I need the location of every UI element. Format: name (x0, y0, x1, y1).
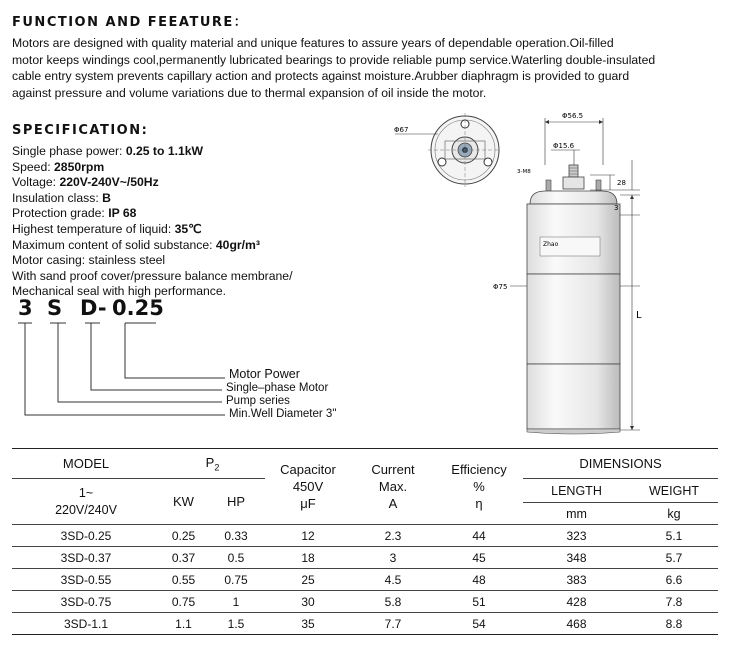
model-code-phase: D- (80, 296, 107, 320)
header-mm: mm (566, 506, 587, 521)
legend-single-phase: Single–phase Motor (226, 382, 329, 394)
header-voltage: 1~ 220V/240V (12, 479, 160, 525)
function-line: cable entry system prevents capillary action and protects against moisture.Arubber diaphragm is provided to guard (12, 69, 630, 84)
legend-well-diameter: Min.Well Diameter 3" (229, 408, 337, 420)
spec-item-protection: Protection grade: IP 68 (12, 206, 137, 221)
spec-item-temperature: Highest temperature of liquid: 35℃ (12, 221, 202, 236)
spec-item-speed: Speed: 2850rpm (12, 159, 105, 174)
model-code-series: S (47, 296, 63, 320)
spec-item-insulation: Insulation class: B (12, 190, 111, 205)
motor-spec-table (12, 448, 718, 635)
function-line: against pressure and volume variations due to thermal expansion of oil inside the motor. (12, 85, 487, 100)
motor-top-view (395, 113, 500, 187)
table-row: 3SD-0.75 0.75 1 30 5.8 51 428 7.8 (12, 591, 718, 613)
table-row: 3SD-0.25 0.25 0.33 12 2.3 44 323 5.1 (12, 525, 718, 547)
function-heading: FUNCTION AND FEEATURE： (12, 15, 249, 30)
dim-bolt-size: 3-M8 (517, 169, 531, 175)
header-length: LENGTH (523, 479, 630, 503)
spec-item-casing: Motor casing: stainless steel (12, 253, 166, 268)
legend-motor-power: Motor Power (229, 367, 300, 381)
dim-length: L (636, 310, 642, 321)
function-line: motor keeps windings cool,permanently lubricated bearings to provide reliable pump service.Waterling double-insulated (12, 52, 656, 67)
header-kw: KW (160, 479, 207, 525)
dim-top-diameter: Φ67 (394, 126, 409, 134)
model-code-diameter: 3 (18, 296, 33, 320)
dim-head-height: 28 (617, 179, 626, 187)
model-code-power: 0.25 (112, 296, 164, 320)
function-line: Motors are designed with quality material and unique features to assure years of dependable operation.Oil-filled (12, 36, 614, 50)
header-hp: HP (207, 479, 265, 525)
legend-pump-series: Pump series (226, 395, 290, 407)
dim-body-diameter: Φ56.5 (562, 112, 584, 120)
header-kg: kg (667, 506, 681, 521)
specification-heading: SPECIFICATION: (12, 123, 149, 138)
table-row: 3SD-1.1 1.1 1.5 35 7.7 54 468 8.8 (12, 613, 718, 635)
table-row: 3SD-0.55 0.55 0.75 25 4.5 48 383 6.6 (12, 569, 718, 591)
header-capacitor: Capacitor 450V μF (280, 462, 336, 511)
header-efficiency: Efficiency % η (451, 462, 507, 511)
header-dimensions: DIMENSIONS (523, 449, 718, 479)
dim-main-diameter: Φ75 (493, 283, 508, 291)
dim-shaft-diameter: Φ15.6 (553, 142, 575, 150)
spec-item-cover: With sand proof cover/pressure balance membrane/ (12, 268, 293, 283)
dim-flange-height: 3 (614, 204, 619, 212)
header-model: MODEL (62, 456, 110, 471)
motor-side-view (527, 165, 620, 434)
header-p2: $P_2$ (205, 454, 220, 473)
table-row: 3SD-0.37 0.37 0.5 18 3 45 348 5.7 (12, 547, 718, 569)
spec-item-voltage: Voltage: 220V-240V~/50Hz (12, 175, 159, 190)
motor-logo-label: Zhao (543, 241, 559, 248)
spec-item-seal: Mechanical seal with high performance. (12, 284, 227, 299)
header-current: Current Max. A (371, 462, 415, 511)
spec-item-solids: Maximum content of solid substance: 40gr/m³ (12, 237, 260, 252)
header-weight: WEIGHT (630, 479, 718, 503)
spec-item-power: Single phase power: 0.25 to 1.1kW (12, 144, 204, 158)
